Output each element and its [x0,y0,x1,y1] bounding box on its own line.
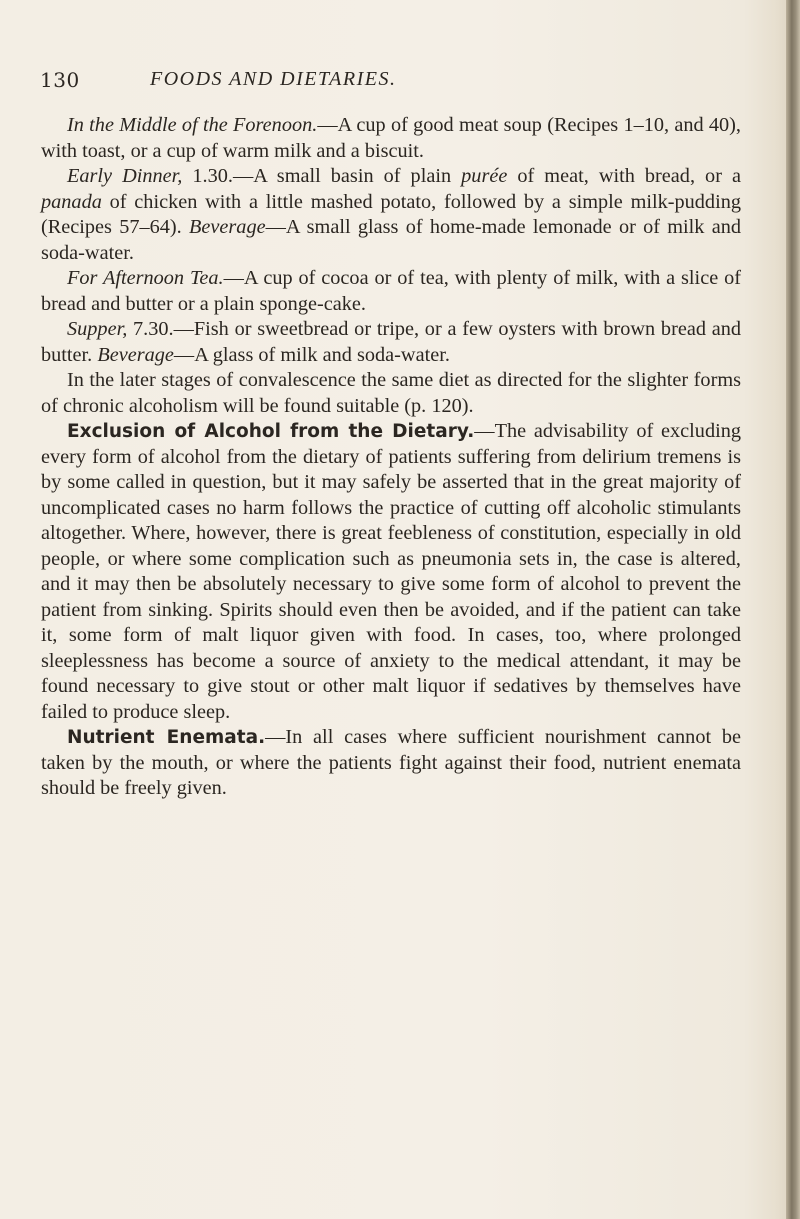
paragraph-text: —A cup of good meat soup (Recipes 1–10, and 40), with toast, or a cup of warm milk and a biscuit. [41,114,742,162]
paragraph-early-dinner [41,164,741,266]
page-number: 130 [40,68,80,92]
paragraph-text: —The advisability of excluding every form of alcohol from the dietary of patients suffering from delirium tremens is by some called in question, but it may safely be asserted that in the great majority of uncomplicated cases no harm follows the practice of cutting off alcoholic stimulants altogether. Where, however, there is great feebleness of constitution, especially in old people, or where some complication such as pneumonia sets in, the case is altered, and it may then be absolutely necessary to give some form of alcohol to prevent the patient from sinking. Spirits should even then be avoided, and if the patient can take it, some form of malt liquor given with food. In cases, too, where prolonged sleeplessness has become a source of anxiety to the medical attendant, it may be found necessary to give stout or other malt liquor if sedatives by themselves have failed to produce sleep. [41,420,742,723]
paragraph-text: of meat, with bread, or a [507,165,741,187]
paragraph-afternoon-tea [41,266,741,317]
paragraph-exclusion-of-alcohol [41,419,741,725]
paragraph-lead: In the Middle of the Forenoon. [67,114,318,136]
paragraph-text: —In all cases where sufficient nourishment cannot be taken by the mouth, or where the patients fight against their food, nutrient enemata should be freely given. [41,726,741,799]
italic-term: Beverage [189,216,266,238]
paragraph-supper [41,317,741,368]
paragraph-text: —A glass of milk and soda-water. [173,343,450,366]
paragraph-text: of chicken with a little mashed potato, followed by a simple milk-pudding (Recipes 57–64). [41,190,741,238]
paragraph-lead: Supper, [67,318,128,340]
paragraph-text: 7.30.—Fish or sweetbread or tripe, or a few oysters with brown bread and butter. [41,318,741,366]
body-text [41,113,741,802]
paragraph-lead: For Afternoon Tea. [67,267,224,289]
italic-term: Beverage [97,343,174,366]
paragraph-nutrient-enemata [41,725,741,802]
paragraph-text: —A cup of cocoa or of tea, with plenty of milk, with a slice of bread and butter or a plain sponge-cake. [41,267,741,315]
page-header [40,68,760,98]
section-heading: Exclusion of Alcohol from the Dietary. [67,421,475,442]
paragraph-text: In the later stages of convalescence the same diet as directed for the slighter forms of chronic alcoholism will be found suitable (p. 120). [41,369,741,417]
page-edge-shadow [786,0,800,1219]
italic-term: purée [461,165,508,187]
paragraph-convalescence [41,368,741,419]
paragraph-text: 1.30.—A small basin of plain [182,165,462,187]
paragraph-lead: Early Dinner, [67,165,183,187]
section-heading: Nutrient Enemata. [67,727,266,748]
running-head-title: FOODS AND DIETARIES. [150,68,397,90]
paragraph-text: —A small glass of home-made lemonade or of milk and soda-water. [41,216,741,264]
paragraph-forenoon [41,113,741,164]
italic-term: panada [41,190,102,213]
